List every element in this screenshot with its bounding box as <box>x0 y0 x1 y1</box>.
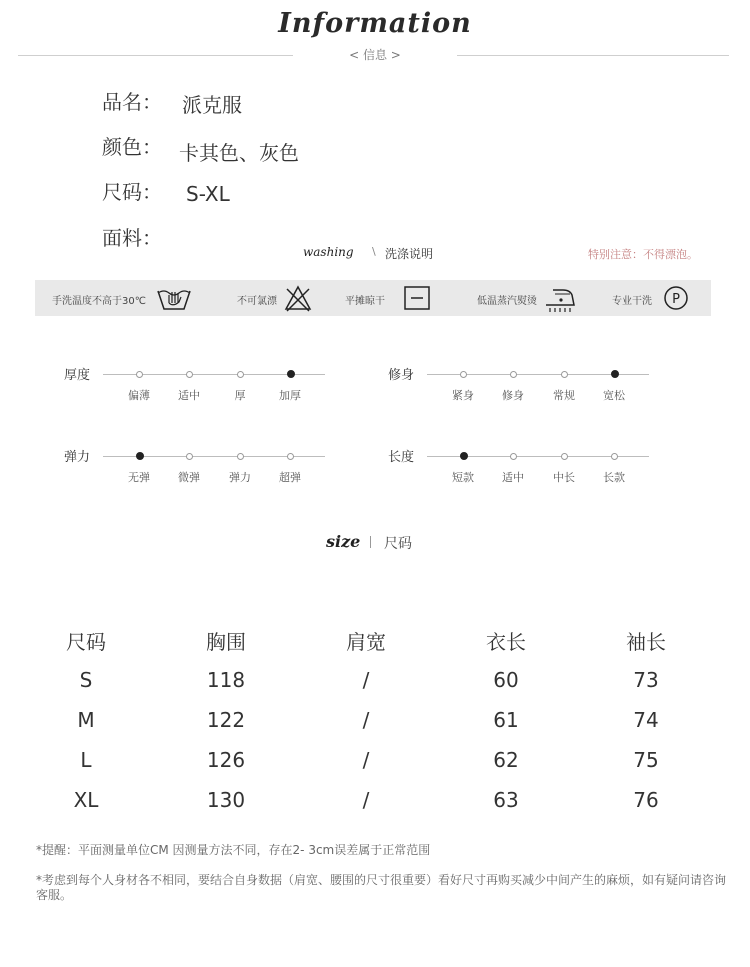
size-cell: 62 <box>493 748 519 772</box>
product-color-label: 颜色： <box>102 135 162 159</box>
scale-length-option-2: 中长 <box>553 471 575 484</box>
table-row <box>16 660 716 700</box>
scale-length-dot-0 <box>460 452 468 460</box>
size-col-header: 尺码 <box>66 629 106 654</box>
hand-wash-icon <box>155 283 193 317</box>
size-cell: 74 <box>633 708 659 732</box>
size-cell: 126 <box>206 748 246 772</box>
size-title: 尺码 <box>384 536 412 552</box>
scale-thickness-option-1: 适中 <box>178 389 200 402</box>
size-cell: 75 <box>633 748 659 772</box>
information-subtitle: < 信息 > <box>349 48 401 62</box>
size-advice-note: *考虑到每个人身材各不相同，要结合自身数据（肩宽、腰围的尺寸很重要）看好尺寸再购买减少中间产生的麻烦，如有疑问请咨询客服。 <box>36 873 727 902</box>
scale-elasticity-dot-2 <box>237 453 244 460</box>
size-cell: / <box>362 668 370 692</box>
low-iron-icon <box>543 283 577 319</box>
washing-title: 洗涤说明 <box>385 247 434 261</box>
scale-length-dot-1 <box>510 453 517 460</box>
scale-fit-dot-0 <box>460 371 467 378</box>
product-size-label: 尺码： <box>102 180 162 204</box>
size-script-title: size <box>326 532 361 551</box>
information-title: Information <box>278 8 472 39</box>
scale-elasticity-option-1: 微弹 <box>178 471 200 484</box>
size-col-header: 肩宽 <box>346 629 386 654</box>
scale-elasticity-dot-0 <box>136 452 144 460</box>
scale-elasticity-dot-1 <box>186 453 193 460</box>
size-table <box>16 620 716 820</box>
size-col-header: 衣长 <box>486 629 526 654</box>
scale-title-thickness: 厚度 <box>64 368 91 383</box>
dry-clean-p-icon <box>662 283 690 317</box>
product-color-value: 卡其色、灰色 <box>179 141 299 165</box>
size-cell: S <box>79 668 93 692</box>
size-cell: / <box>362 708 370 732</box>
size-col-header: 胸围 <box>206 629 246 654</box>
dry-flat-icon <box>402 283 432 317</box>
scale-thickness-dot-0 <box>136 371 143 378</box>
scale-title-fit: 修身 <box>388 368 415 383</box>
scale-thickness-option-2: 厚 <box>234 389 246 402</box>
washing-note: 特别注意：不得漂泡。 <box>588 248 698 261</box>
size-cell: / <box>362 748 370 772</box>
size-cell: 73 <box>633 668 659 692</box>
size-cell: M <box>77 708 95 732</box>
size-cell: 130 <box>206 788 246 812</box>
scale-elasticity-option-0: 无弹 <box>128 471 150 484</box>
washing-script-title: washing <box>303 245 354 259</box>
table-row <box>16 780 716 820</box>
size-cell: 63 <box>493 788 519 812</box>
svg-text:P: P <box>672 292 680 307</box>
no-bleach-icon <box>284 283 312 317</box>
care-label-no-bleach: 不可氯漂 <box>237 296 277 307</box>
size-cell: 60 <box>493 668 519 692</box>
care-label-dry-clean: 专业干洗 <box>612 296 652 307</box>
size-col-header: 袖长 <box>626 629 666 654</box>
scale-thickness-option-3: 加厚 <box>279 389 301 402</box>
scale-title-elasticity: 弹力 <box>64 450 91 465</box>
table-row <box>16 740 716 780</box>
scale-fit-option-2: 常规 <box>553 389 575 402</box>
scale-length-option-3: 长款 <box>603 471 625 484</box>
scale-elasticity-option-2: 弹力 <box>229 471 251 484</box>
scale-title-length: 长度 <box>388 450 415 465</box>
washing-separator: \ <box>372 245 376 258</box>
product-fabric-label: 面料： <box>102 226 162 250</box>
scale-length-dot-3 <box>611 453 618 460</box>
size-title-separator <box>370 536 371 548</box>
size-cell: 76 <box>633 788 659 812</box>
size-cell: 61 <box>493 708 519 732</box>
size-cell: XL <box>73 788 99 812</box>
scale-thickness-dot-2 <box>237 371 244 378</box>
product-size-value: S-XL <box>186 182 230 206</box>
size-table-header-row <box>16 620 716 660</box>
care-label-hand-wash: 手洗温度不高于30℃ <box>52 296 146 307</box>
product-name-label: 品名： <box>102 90 162 114</box>
scale-fit-option-3: 宽松 <box>603 389 625 402</box>
scale-fit-option-0: 紧身 <box>452 389 474 402</box>
scale-length-dot-2 <box>561 453 568 460</box>
scale-fit-dot-3 <box>611 370 619 378</box>
product-name-value: 派克服 <box>182 93 242 117</box>
scale-elasticity-dot-3 <box>287 453 294 460</box>
size-cell: 118 <box>206 668 246 692</box>
table-row <box>16 700 716 740</box>
care-label-low-iron: 低温蒸汽熨烫 <box>477 296 537 307</box>
scale-length-option-0: 短款 <box>452 471 474 484</box>
scale-elasticity-option-3: 超弹 <box>279 471 301 484</box>
size-cell: 122 <box>206 708 246 732</box>
scale-fit-dot-2 <box>561 371 568 378</box>
scale-fit-option-1: 修身 <box>502 389 524 402</box>
scale-thickness-dot-1 <box>186 371 193 378</box>
scale-fit-dot-1 <box>510 371 517 378</box>
size-cell: L <box>80 748 92 772</box>
measurement-note: *提醒：平面测量单位CM 因测量方法不同，存在2- 3cm误差属于正常范围 <box>36 843 431 857</box>
scale-thickness-dot-3 <box>287 370 295 378</box>
care-label-dry-flat: 平摊晾干 <box>345 296 385 307</box>
scale-length-option-1: 适中 <box>502 471 524 484</box>
size-cell: / <box>362 788 370 812</box>
scale-thickness-option-0: 偏薄 <box>128 389 150 402</box>
